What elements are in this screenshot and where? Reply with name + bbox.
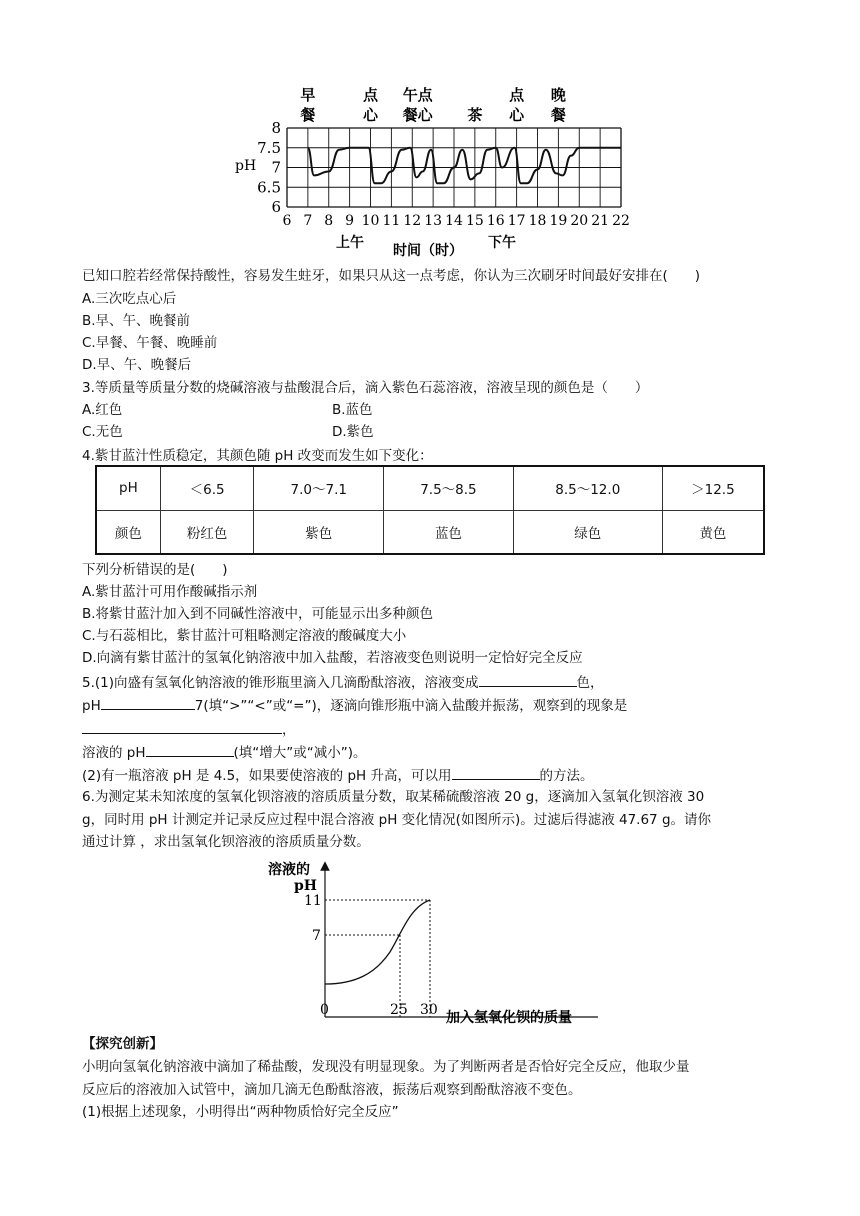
y-tick-labels bbox=[257, 119, 281, 216]
cabbage-color-table bbox=[95, 465, 765, 555]
q5-text: ， bbox=[282, 722, 296, 738]
q2-stem: 已知口腔若经常保持酸性，容易发生蛀牙，如果只从这一点考虑，你认为三次刷牙时间最好安排在( ) bbox=[82, 268, 701, 284]
q4-option-a: A.紫甘蓝汁可用作酸碱指示剂 bbox=[82, 584, 258, 600]
x-tick-label: 30 bbox=[420, 1002, 438, 1018]
table-cell: 颜色 bbox=[96, 510, 160, 554]
y-tick-label: 8 bbox=[271, 119, 281, 137]
x-axis-label: 时间（时） bbox=[393, 243, 463, 259]
answer-blank[interactable] bbox=[452, 765, 540, 780]
meal-label: 餐 bbox=[300, 106, 316, 124]
y-tick-label: 7 bbox=[271, 158, 281, 177]
answer-blank[interactable] bbox=[479, 672, 577, 687]
answer-blank[interactable] bbox=[101, 695, 195, 710]
q3-option-d: D.紫色 bbox=[332, 424, 374, 440]
x-tick-label: 0 bbox=[320, 1002, 329, 1018]
meal-label: 心 bbox=[417, 106, 433, 124]
x-tick-label: 13 bbox=[424, 213, 443, 229]
table-cell: 黄色 bbox=[662, 510, 764, 554]
meal-label: 早 bbox=[300, 86, 316, 104]
x-tick-label: 15 bbox=[465, 213, 484, 229]
meal-label: 心 bbox=[509, 106, 525, 124]
answer-blank[interactable] bbox=[82, 719, 282, 734]
x-tick-label: 10 bbox=[361, 213, 380, 229]
q2-option-d: D.早、午、晚餐后 bbox=[82, 357, 192, 373]
meal-label: 餐 bbox=[550, 106, 566, 124]
x-tick-label: 6 bbox=[282, 213, 292, 229]
q5-text: 色， bbox=[576, 675, 604, 691]
meal-label: 茶 bbox=[467, 106, 483, 124]
meal-labels bbox=[300, 86, 566, 124]
table-cell: 8.5～12.0 bbox=[513, 466, 662, 510]
q3-option-a: A.红色 bbox=[82, 402, 123, 418]
q5-line5 bbox=[82, 765, 594, 786]
y-tick-label: 6.5 bbox=[257, 178, 281, 197]
q5-text: (填“增大”或“减小”)。 bbox=[233, 745, 367, 761]
x-tick-label: 20 bbox=[570, 213, 589, 229]
explore-p2: 反应后的溶液加入试管中，滴加几滴无色酚酞溶液，振荡后观察到酚酞溶液不变色。 bbox=[82, 1082, 582, 1098]
table-cell: ＜6.5 bbox=[160, 466, 254, 510]
x-tick-label: 16 bbox=[486, 213, 505, 229]
table-cell: 粉红色 bbox=[160, 510, 254, 554]
y-tick-label: 11 bbox=[304, 893, 322, 909]
q2-option-a: A.三次吃点心后 bbox=[82, 291, 177, 307]
x-tick-label: 9 bbox=[345, 213, 355, 229]
x-tick-label: 21 bbox=[591, 213, 610, 229]
x-tick-labels bbox=[283, 213, 630, 229]
y-tick-label: 6 bbox=[271, 198, 281, 216]
x-tick-label: 18 bbox=[528, 213, 547, 229]
table-cell: 蓝色 bbox=[384, 510, 514, 554]
table-row bbox=[96, 510, 764, 554]
q4-option-b: B.将紫甘蓝汁加入到不同碱性溶液中，可能显示出多种颜色 bbox=[82, 606, 434, 622]
table-cell: pH bbox=[96, 466, 160, 510]
y-axis-label: pH bbox=[235, 158, 257, 174]
x-tick-label: 17 bbox=[507, 213, 526, 229]
table-cell: ＞12.5 bbox=[662, 466, 764, 510]
q5-text: (2)有一瓶溶液 pH 是 4.5，如果要使溶液的 pH 升高，可以用 bbox=[82, 768, 452, 784]
table-row bbox=[96, 466, 764, 510]
table-cell: 紫色 bbox=[254, 510, 384, 554]
meal-label: 午 bbox=[402, 86, 418, 104]
q3-option-b: B.蓝色 bbox=[332, 402, 373, 418]
q5-text: 的方法。 bbox=[539, 768, 594, 784]
q4-option-d: D.向滴有紫甘蓝汁的氢氧化钠溶液中加入盐酸，若溶液变色则说明一定恰好完全反应 bbox=[82, 650, 583, 666]
meal-label: 心 bbox=[362, 106, 379, 124]
q6-line3: 通过计算 ，求出氢氧化钡溶液的溶质质量分数。 bbox=[82, 834, 370, 850]
meal-label: 点 bbox=[362, 86, 379, 104]
section-heading: 【探究创新】 bbox=[82, 1036, 163, 1052]
q5-line2 bbox=[82, 695, 627, 716]
y-axis-label: 溶液的 bbox=[268, 862, 310, 878]
ph-curve bbox=[325, 900, 430, 984]
answer-blank[interactable] bbox=[146, 742, 234, 757]
x-tick-label: 8 bbox=[324, 213, 334, 229]
table-cell: 7.0～7.1 bbox=[254, 466, 384, 510]
q5-line1 bbox=[82, 672, 604, 693]
y-tick-label: 7.5 bbox=[257, 138, 281, 157]
q4-stem: 4.紫甘蓝汁性质稳定，其颜色随 pH 改变而发生如下变化： bbox=[82, 448, 433, 464]
y-axis-label: pH bbox=[294, 878, 318, 894]
table-cell: 7.5～8.5 bbox=[384, 466, 514, 510]
explore-p3: (1)根据上述现象，小明得出“两种物质恰好完全反应” bbox=[82, 1104, 399, 1120]
explore-p1: 小明向氢氧化钠溶液中滴加了稀盐酸，发现没有明显现象。为了判断两者是否恰好完全反应，他取少量 bbox=[82, 1059, 690, 1075]
x-tick-label: 25 bbox=[390, 1002, 408, 1018]
q5-text: 溶液的 pH bbox=[82, 745, 146, 761]
q2-option-c: C.早餐、午餐、晚睡前 bbox=[82, 335, 218, 351]
pm-label: 下午 bbox=[488, 235, 516, 251]
q6-line1: 6.为测定某未知浓度的氢氧化钡溶液的溶质质量分数，取某稀硫酸溶液 20 g，逐滴加入氢氧化钡溶液 30 bbox=[82, 789, 705, 805]
table-cell: 绿色 bbox=[513, 510, 662, 554]
y-tick-label: 7 bbox=[312, 928, 321, 944]
meal-label: 晚 bbox=[550, 86, 566, 104]
meal-label: 点 bbox=[417, 86, 433, 104]
x-tick-label: 12 bbox=[403, 213, 422, 229]
q3-option-c: C.无色 bbox=[82, 424, 123, 440]
x-tick-label: 14 bbox=[445, 213, 463, 229]
q5-line4 bbox=[82, 742, 367, 763]
q5-text: pH bbox=[82, 698, 101, 714]
x-tick-label: 11 bbox=[382, 213, 401, 229]
ph-time-chart bbox=[225, 80, 645, 260]
q5-text: 5.(1)向盛有氢氧化钠溶液的锥形瓶里滴入几滴酚酞溶液，溶液变成 bbox=[82, 675, 479, 691]
meal-label: 点 bbox=[509, 86, 525, 104]
x-tick-label: 7 bbox=[303, 213, 313, 229]
q3-stem: 3.等质量等质量分数的烧碱溶液与盐酸混合后，滴入紫色石蕊溶液，溶液呈现的颜色是（ ） bbox=[82, 380, 649, 396]
am-label: 上午 bbox=[336, 235, 364, 251]
meal-label: 餐 bbox=[402, 106, 418, 124]
x-tick-label: 19 bbox=[549, 213, 568, 229]
q6-line2: g，同时用 pH 计测定并记录反应过程中混合溶液 pH 变化情况(如图所示)。过滤后得滤液 47.67 g。请你 bbox=[82, 812, 712, 828]
x-tick-label: 22 bbox=[612, 213, 630, 229]
q4-option-c: C.与石蕊相比，紫甘蓝汁可粗略测定溶液的酸碱度大小 bbox=[82, 628, 407, 644]
q5-line3 bbox=[82, 719, 296, 740]
ph-vs-mass-chart bbox=[260, 852, 610, 1032]
q4-follow: 下列分析错误的是( ) bbox=[82, 562, 228, 578]
q5-text: 7(填“>”“<”或“=”)，逐滴向锥形瓶中滴入盐酸并振荡，观察到的现象是 bbox=[194, 698, 628, 714]
q2-option-b: B.早、午、晚餐前 bbox=[82, 313, 191, 329]
x-axis-label: 加入氢氧化钡的质量 bbox=[446, 1010, 572, 1026]
ph-curve bbox=[308, 148, 621, 184]
